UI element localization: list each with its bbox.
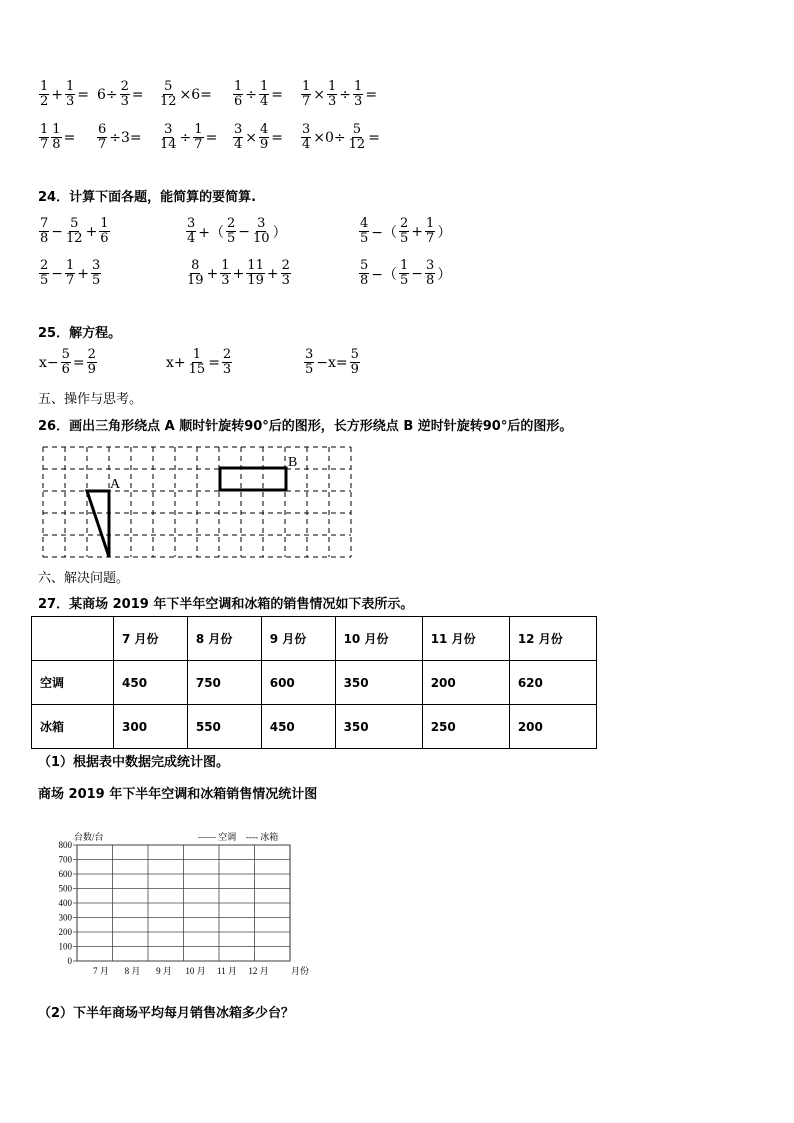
operator: ） [437,224,452,241]
numerator: 1 [194,122,203,137]
table-cell: 450 [114,661,188,705]
operator: +（ [198,224,225,241]
denominator: 8 [360,273,369,288]
fraction [399,217,409,246]
x-tick-label: 8 月 [124,966,141,976]
denominator: 12 [66,231,83,246]
fraction [39,217,49,246]
math-expression [38,217,111,246]
x-tick-label: 9 月 [156,966,172,976]
table-row [32,661,597,705]
chart-heading: 商场 2019 年下半年空调和冰箱销售情况统计图 [38,787,318,802]
math-expression [158,123,218,152]
denominator: 6 [234,94,243,109]
denominator: 4 [260,94,269,109]
numerator: 3 [92,258,101,273]
denominator: 5 [360,231,369,246]
fraction [353,80,363,109]
denominator: 3 [222,362,232,377]
denominator: 3 [120,94,129,109]
q27-sub2: （2）下半年商场平均每月销售冰箱多少台？ [38,1006,295,1021]
operator: + [85,223,98,240]
table-cell: 350 [335,705,422,749]
numerator: 2 [222,347,232,362]
denominator: 3 [66,94,75,109]
numerator: 11 [247,258,264,273]
operator: = [131,86,144,103]
numerator: 2 [281,258,290,273]
numerator: 1 [40,79,49,94]
y-tick-label: 100 [58,941,72,952]
table-cell: 200 [422,661,509,705]
x-tick-label: 11 月 [217,966,237,976]
denominator: 4 [302,137,311,152]
math-expression [96,123,143,152]
fraction [259,80,269,109]
math-expression [300,123,381,152]
operator: ÷ [245,86,258,103]
operator: − [238,223,251,240]
denominator: 7 [426,231,435,246]
denominator: 7 [40,137,49,152]
denominator: 5 [400,273,409,288]
numerator: 1 [192,347,202,362]
math-expression [300,80,378,109]
fraction [246,259,265,288]
operator: x− [39,354,59,371]
fraction [97,123,107,152]
fraction [61,348,71,377]
math-expression [358,259,452,288]
numerator: 5 [350,347,359,362]
operator: = [77,86,90,103]
denominator: 8 [40,231,49,246]
numerator: 3 [302,122,311,137]
y-tick-label: 200 [58,927,72,937]
fraction [301,123,311,152]
table-header-cell: 9 月份 [261,617,335,661]
denominator: 6 [61,362,70,377]
operator: + [411,223,424,240]
denominator: 5 [227,231,236,246]
table-header-cell: 8 月份 [187,617,261,661]
q24-title: 24．计算下面各题，能简算的要简算. [38,190,257,205]
fraction [120,80,130,109]
math-expression [185,259,292,288]
operator: ） [437,266,452,283]
numerator: 1 [40,122,49,137]
fraction [425,217,435,246]
numerator: 2 [227,216,236,231]
denominator: 10 [253,231,270,246]
fraction [399,259,409,288]
numerator: 1 [260,79,269,94]
rectangle-shape [220,468,286,490]
operator: − [411,265,424,282]
table-row-label: 冰箱 [32,705,114,749]
table-cell: 550 [187,705,261,749]
fraction [193,123,203,152]
denominator: 4 [187,231,196,246]
legend-entry-aircon: —— 空调 [198,832,237,842]
math-expression [158,80,213,109]
operator: −（ [371,224,398,241]
table-cell: 600 [261,661,335,705]
fraction [39,259,49,288]
numerator: 1 [426,216,435,231]
math-expression [96,80,145,109]
math-expression [165,348,233,377]
fraction [350,348,360,377]
q25-title: 25．解方程。 [38,326,122,341]
fraction [99,217,109,246]
y-axis-label: 台数/台 [74,832,104,842]
operator: −x= [316,354,348,371]
denominator: 5 [40,273,49,288]
denominator: 3 [354,94,363,109]
denominator: 3 [281,273,290,288]
denominator: 5 [305,362,314,377]
point-b-label: B [288,455,298,470]
fraction [226,217,236,246]
table-cell: 450 [261,705,335,749]
fraction [220,259,230,288]
operator: − [51,223,64,240]
fraction [222,348,232,377]
table-header-cell [32,617,114,661]
fraction [301,80,311,109]
denominator: 5 [92,273,101,288]
operator: + [266,265,279,282]
math-expression [38,123,76,152]
numerator: 4 [260,122,269,137]
fraction [186,259,205,288]
math-expression [185,217,288,246]
fraction [425,259,435,288]
table-cell: 750 [187,661,261,705]
denominator: 12 [160,94,177,109]
operator: ） [272,224,287,241]
q26-title: 26．画出三角形绕点 A 顺时针旋转90°后的图形，长方形绕点 B 逆时针旋转90°后的图形。 [38,419,573,434]
operator: = [205,129,218,146]
math-expression [232,80,284,109]
fraction [39,123,49,152]
fraction [39,80,49,109]
x-axis-label: 月份 [291,966,310,976]
numerator: 8 [191,258,200,273]
fraction [233,123,243,152]
section-6-heading: 六、解决问题。 [38,571,130,586]
operator: + [51,86,64,103]
triangle-shape [87,491,109,557]
operator: × [245,129,258,146]
operator: + [77,265,90,282]
fraction [87,348,97,377]
table-row [32,705,597,749]
fraction [91,259,101,288]
denominator: 19 [187,273,204,288]
table-header-cell: 11 月份 [422,617,509,661]
denominator: 7 [98,137,107,152]
y-tick-label: 800 [58,840,72,850]
numerator: 3 [305,347,314,362]
denominator: 12 [348,137,366,152]
table-cell: 620 [509,661,596,705]
fraction [65,259,75,288]
x-tick-label: 10 月 [185,966,206,976]
denominator: 6 [100,231,109,246]
operator: = [72,354,85,371]
operator: − [51,265,64,282]
operator: ÷3= [109,129,142,146]
y-tick-label: 700 [58,854,72,865]
numerator: 2 [400,216,409,231]
numerator: 5 [352,122,362,137]
fraction [348,123,367,152]
numerator: 1 [100,216,109,231]
numerator: 2 [40,258,49,273]
numerator: 5 [164,79,173,94]
y-tick-label: 0 [67,956,72,966]
math-expression [358,217,452,246]
table-cell: 300 [114,705,188,749]
denominator: 19 [247,273,264,288]
denominator: 2 [40,94,49,109]
table-header-row [32,617,597,661]
numerator: 5 [61,347,70,362]
x-tick-label: 7 月 [93,966,109,976]
y-tick-label: 500 [58,883,72,894]
numerator: 1 [302,79,311,94]
sales-line-chart [40,822,320,984]
fraction [327,80,337,109]
x-tick-label: 12 月 [248,966,269,976]
math-expression [38,348,98,377]
operator: = [365,86,378,103]
table-header-cell: 12 月份 [509,617,596,661]
q27-sub1: （1）根据表中数据完成统计图。 [38,755,230,770]
denominator: 8 [52,137,61,152]
table-cell: 200 [509,705,596,749]
fraction [233,80,243,109]
denominator: 7 [194,137,203,152]
operator: = [271,129,284,146]
table-cell: 350 [335,661,422,705]
fraction [359,217,369,246]
operator: + [206,265,219,282]
operator: = [368,129,380,146]
denominator: 8 [426,273,435,288]
denominator: 3 [221,273,230,288]
denominator: 9 [350,362,359,377]
y-tick-label: 600 [58,869,72,879]
fraction [65,217,84,246]
numerator: 1 [354,79,363,94]
fraction [359,259,369,288]
numerator: 3 [187,216,196,231]
numerator: 2 [87,347,96,362]
operator: = [271,86,284,103]
numerator: 4 [360,216,369,231]
numerator: 3 [257,216,266,231]
fraction [259,123,269,152]
legend-entry-fridge: ---- 冰箱 [246,832,279,842]
numerator: 1 [66,79,75,94]
numerator: 5 [70,216,79,231]
operator: = [208,354,220,371]
numerator: 1 [234,79,243,94]
y-tick-label: 400 [58,898,72,908]
numerator: 6 [98,122,107,137]
denominator: 4 [234,137,243,152]
sales-table [31,616,597,749]
operator: = [63,129,76,146]
denominator: 15 [188,362,206,377]
operator: ×6= [179,86,212,103]
numerator: 3 [234,122,243,137]
fraction [159,80,178,109]
y-tick-label: 300 [58,912,72,923]
operator: x+ [166,354,186,371]
table-row-label: 空调 [32,661,114,705]
numerator: 7 [40,216,49,231]
q27-title: 27．某商场 2019 年下半年空调和冰箱的销售情况如下表所示。 [38,597,414,612]
numerator: 1 [328,79,337,94]
math-expression [232,123,284,152]
denominator: 5 [400,231,409,246]
numerator: 1 [52,122,61,137]
fraction [188,348,207,377]
numerator: 5 [360,258,369,273]
operator: ÷ [339,86,352,103]
fraction [186,217,196,246]
numerator: 3 [426,258,435,273]
fraction [304,348,314,377]
operator: 6÷ [97,86,118,103]
denominator: 7 [66,273,75,288]
fraction [159,123,178,152]
math-expression [38,259,102,288]
numerator: 1 [400,258,409,273]
rotation-grid [40,445,360,561]
denominator: 9 [87,362,96,377]
denominator: 14 [160,137,177,152]
denominator: 9 [260,137,269,152]
table-cell: 250 [422,705,509,749]
fraction [65,80,75,109]
math-expression [303,348,361,377]
fraction [281,259,291,288]
point-a-label: A [110,477,121,492]
fraction [252,217,271,246]
numerator: 1 [66,258,75,273]
section-5-heading: 五、操作与思考。 [38,392,143,407]
operator: + [232,265,245,282]
denominator: 7 [302,94,311,109]
operator: × [313,86,326,103]
numerator: 2 [120,79,129,94]
numerator: 3 [164,122,173,137]
operator: ÷ [179,129,192,146]
table-header-cell: 10 月份 [335,617,422,661]
table-header-cell: 7 月份 [114,617,188,661]
math-expression [38,80,90,109]
denominator: 3 [328,94,337,109]
numerator: 1 [221,258,230,273]
operator: ×0÷ [313,129,346,146]
operator: −（ [371,266,398,283]
fraction [51,123,61,152]
